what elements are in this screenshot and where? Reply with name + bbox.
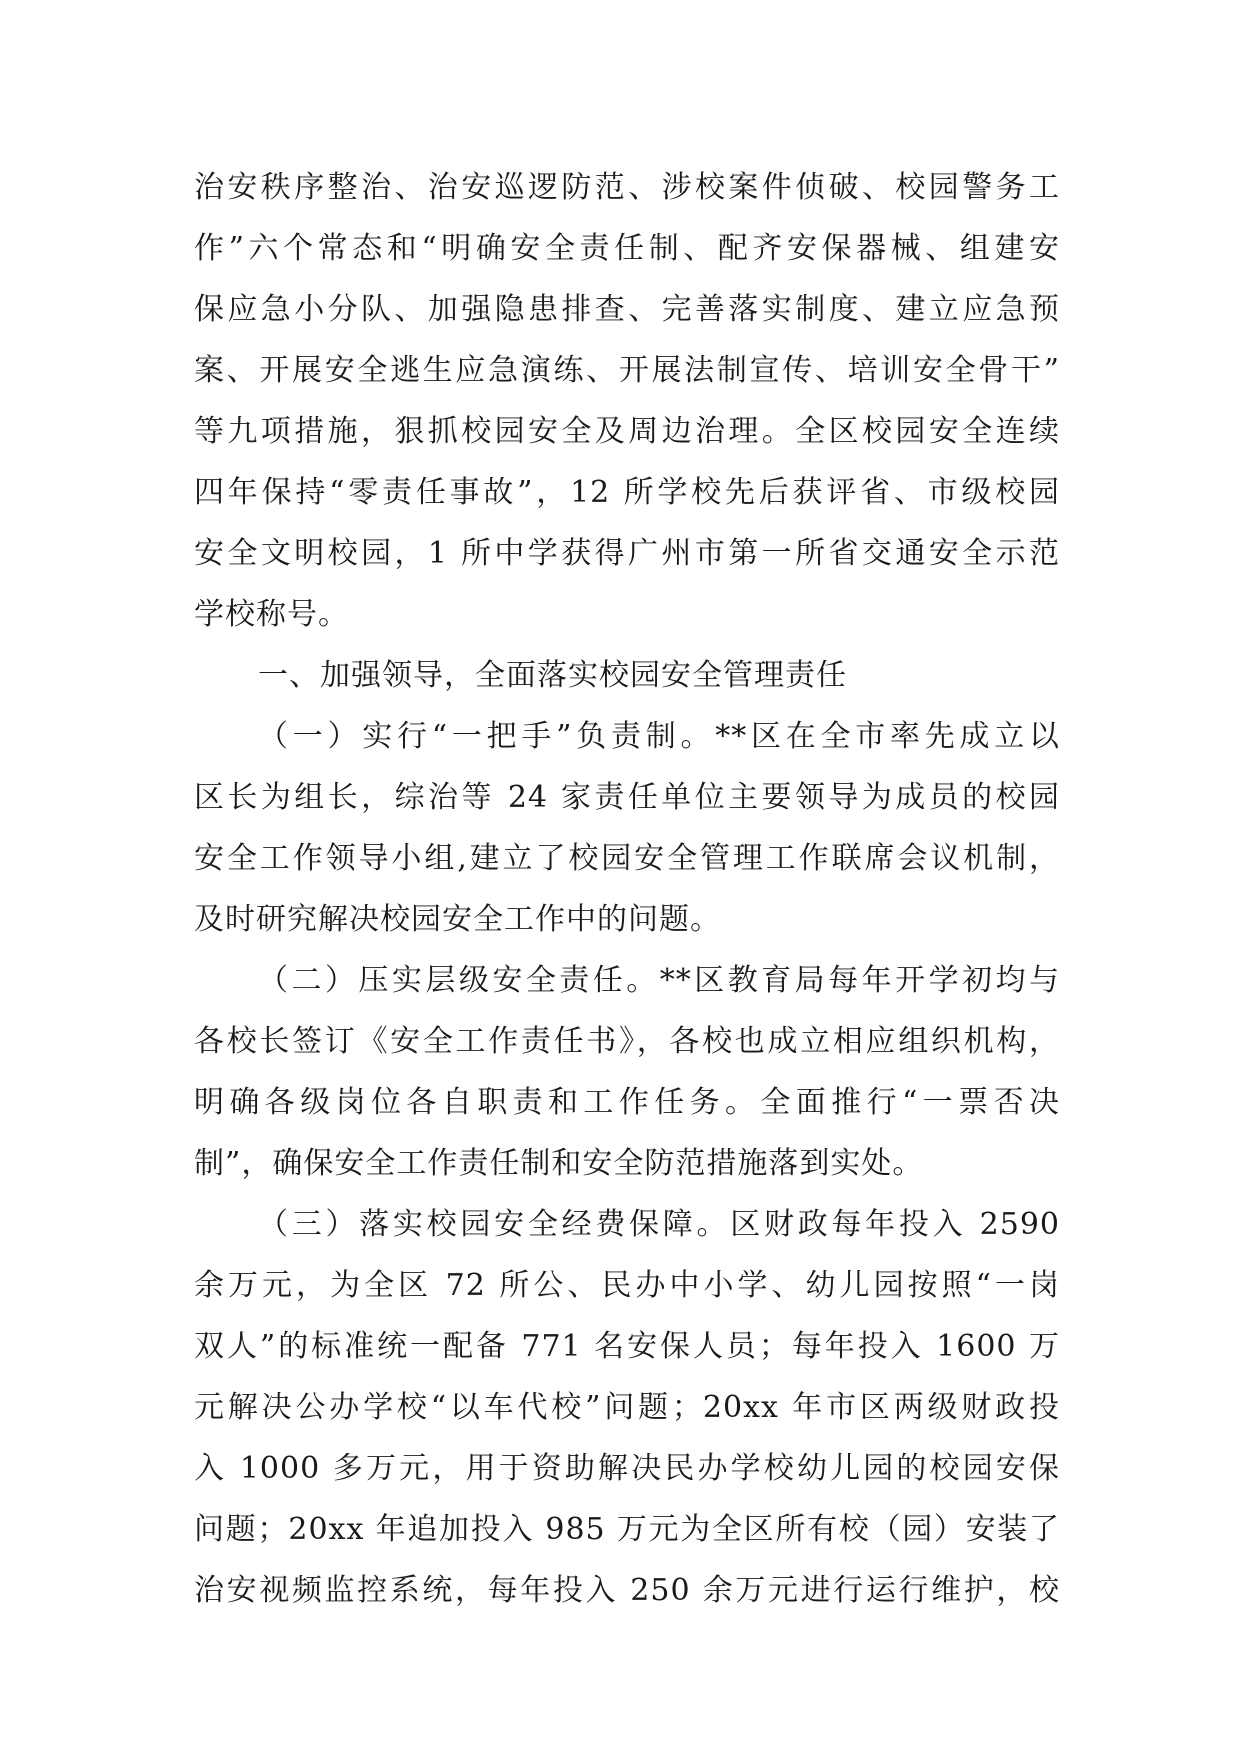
text-line: 明确各级岗位各自职责和工作任务。全面推行“一票否决 bbox=[194, 1085, 1060, 1120]
text-line: 及时研究解决校园安全工作中的问题。 bbox=[194, 902, 721, 937]
text-line: 安全工作领导小组,建立了校园安全管理工作联席会议机制， bbox=[194, 841, 1060, 876]
text-line: 余万元，为全区 72 所公、民办中小学、幼儿园按照“一岗 bbox=[194, 1268, 1060, 1303]
text-line: 一、加强领导，全面落实校园安全管理责任 bbox=[258, 658, 847, 693]
text-line: 等九项措施，狠抓校园安全及周边治理。全区校园安全连续 bbox=[194, 414, 1060, 449]
text-line: 作”六个常态和“明确安全责任制、配齐安保器械、组建安 bbox=[194, 231, 1060, 266]
text-line: 治安视频监控系统，每年投入 250 余万元进行运行维护，校 bbox=[194, 1573, 1060, 1608]
text-line: 学校称号。 bbox=[194, 597, 349, 632]
text-line: （三）落实校园安全经费保障。区财政每年投入 2590 bbox=[258, 1207, 1060, 1242]
text-line: 安全文明校园，1 所中学获得广州市第一所省交通安全示范 bbox=[194, 536, 1060, 571]
document-body bbox=[194, 157, 1060, 1621]
text-line: 制”，确保安全工作责任制和安全防范措施落到实处。 bbox=[194, 1146, 924, 1181]
text-line: 入 1000 多万元，用于资助解决民办学校幼儿园的校园安保 bbox=[194, 1451, 1060, 1486]
text-line: 各校长签订《安全工作责任书》，各校也成立相应组织机构， bbox=[194, 1024, 1060, 1059]
text-line: 四年保持“零责任事故”，12 所学校先后获评省、市级校园 bbox=[194, 475, 1060, 510]
text-line: 问题；20xx 年追加投入 985 万元为全区所有校（园）安装了 bbox=[194, 1512, 1060, 1547]
text-line: 双人”的标准统一配备 771 名安保人员；每年投入 1600 万 bbox=[194, 1329, 1060, 1364]
text-line: 区长为组长，综治等 24 家责任单位主要领导为成员的校园 bbox=[194, 780, 1060, 815]
text-line: 案、开展安全逃生应急演练、开展法制宣传、培训安全骨干” bbox=[194, 353, 1060, 388]
text-line: 保应急小分队、加强隐患排查、完善落实制度、建立应急预 bbox=[194, 292, 1060, 327]
text-line: 治安秩序整治、治安巡逻防范、涉校案件侦破、校园警务工 bbox=[194, 170, 1060, 205]
text-line: （二）压实层级安全责任。**区教育局每年开学初均与 bbox=[258, 963, 1060, 998]
text-line: 元解决公办学校“以车代校”问题；20xx 年市区两级财政投 bbox=[194, 1390, 1060, 1425]
text-line: （一）实行“一把手”负责制。**区在全市率先成立以 bbox=[258, 719, 1060, 754]
